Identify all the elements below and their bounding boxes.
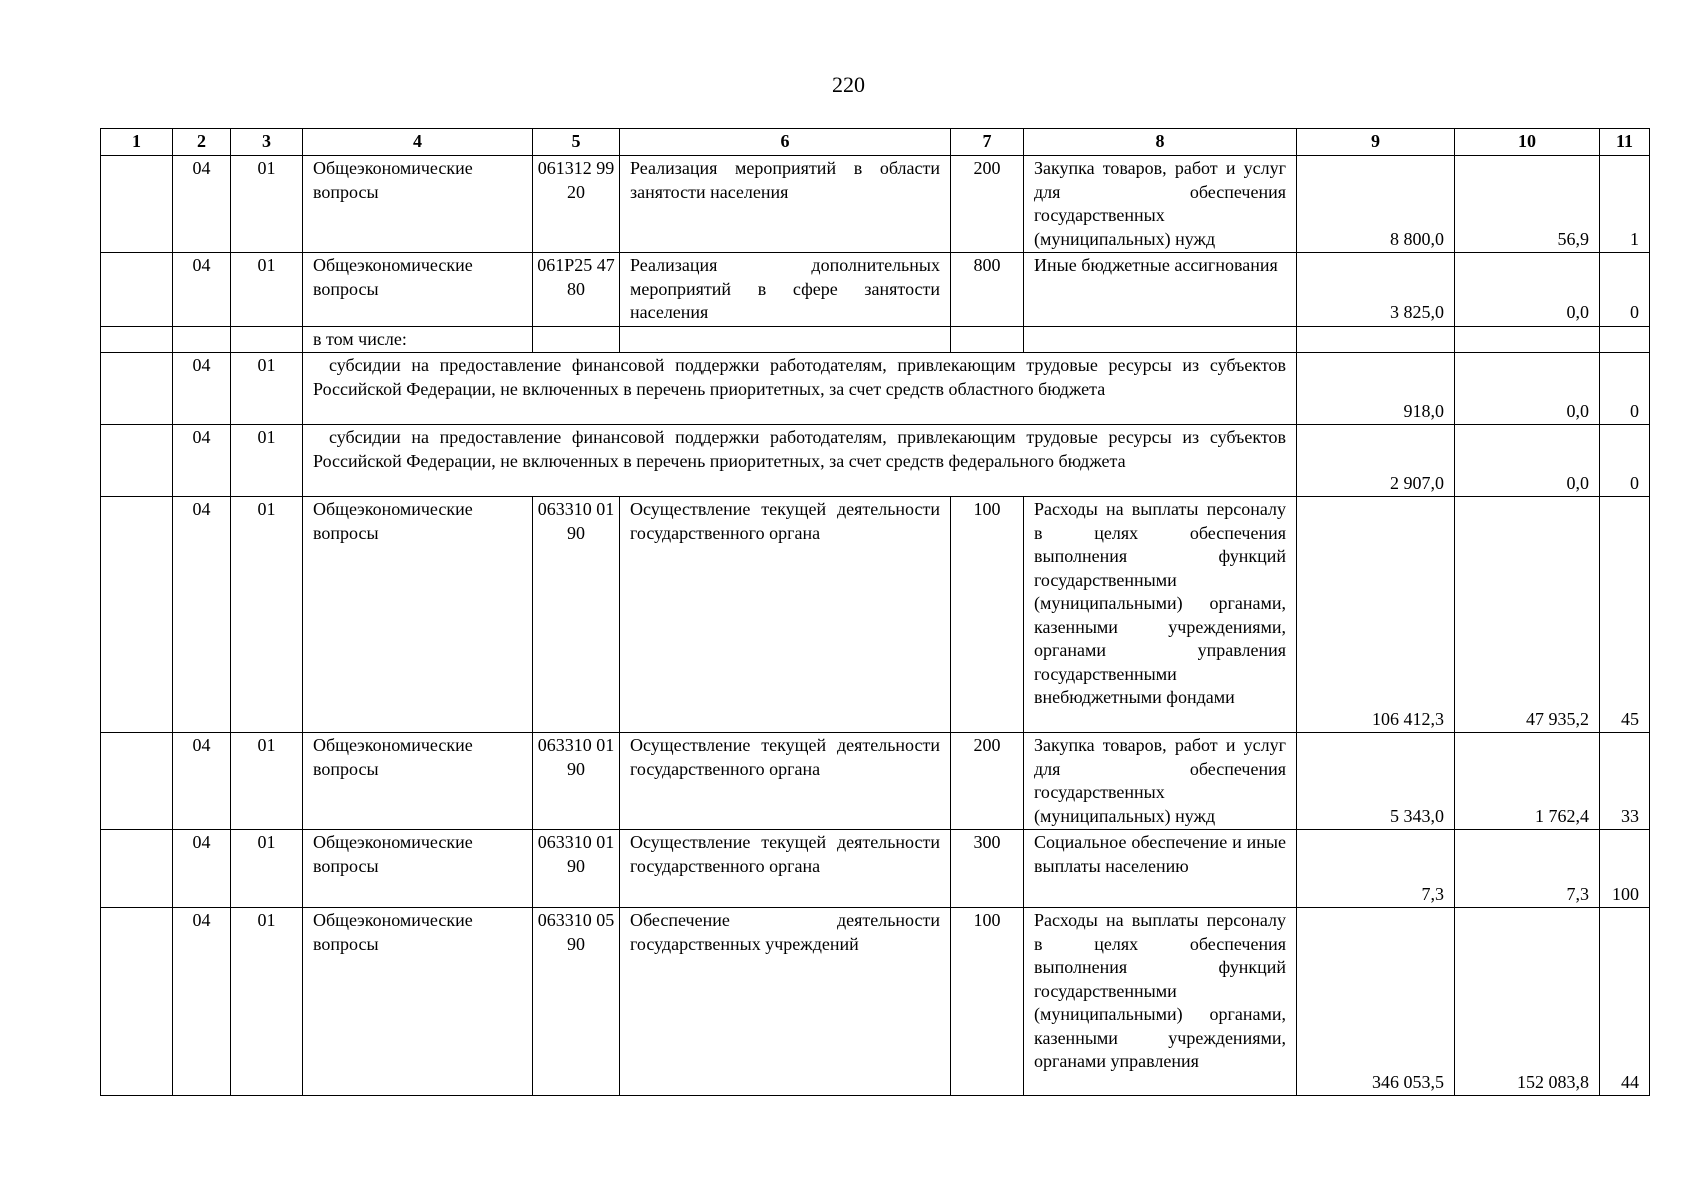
cell-percent: 33 [1600, 733, 1650, 830]
cell-subsection [231, 326, 303, 353]
cell-type-name [1024, 326, 1297, 353]
cell-subsection: 01 [231, 425, 303, 497]
cell-section: 04 [173, 733, 231, 830]
table-row [101, 733, 1650, 830]
cell-type-code: 200 [951, 733, 1024, 830]
cell-name: Общеэкономические вопросы [303, 733, 533, 830]
cell-subsection: 01 [231, 353, 303, 425]
page-number: 220 [832, 72, 865, 97]
header-row [101, 129, 1650, 156]
cell-plan: 346 053,5 [1297, 908, 1455, 1096]
cell-code: 063310 0590 [533, 908, 620, 1096]
col-header: 5 [533, 129, 620, 156]
cell-code [533, 326, 620, 353]
cell [101, 156, 173, 253]
col-header: 1 [101, 129, 173, 156]
cell [101, 253, 173, 327]
cell-type-name: Закупка товаров, работ и услуг для обеспечения государственных (муниципальных) нужд [1024, 733, 1297, 830]
cell-name: Общеэкономические вопросы [303, 253, 533, 327]
cell-plan: 7,3 [1297, 830, 1455, 908]
cell-type-name: Иные бюджетные ассигнования [1024, 253, 1297, 327]
cell-plan [1297, 326, 1455, 353]
cell-type-name: Расходы на выплаты персоналу в целях обеспечения выполнения функций государственными (муниципальными) органами, казенными учреждениями, органами управления государственными внебюджетными фондами [1024, 497, 1297, 733]
cell-percent: 100 [1600, 830, 1650, 908]
cell [101, 908, 173, 1096]
cell-plan: 8 800,0 [1297, 156, 1455, 253]
cell-percent: 0 [1600, 425, 1650, 497]
cell-subsection: 01 [231, 733, 303, 830]
cell-subsection: 01 [231, 497, 303, 733]
cell-actual: 0,0 [1455, 253, 1600, 327]
cell-section: 04 [173, 425, 231, 497]
cell-description: Обеспечение деятельности государственных учреждений [620, 908, 951, 1096]
col-header: 4 [303, 129, 533, 156]
cell-code: 061312 9920 [533, 156, 620, 253]
table-row [101, 253, 1650, 327]
cell-name: Общеэкономические вопросы [303, 497, 533, 733]
cell-type-code [951, 326, 1024, 353]
table-row [101, 830, 1650, 908]
cell-section [173, 326, 231, 353]
cell-type-name: Расходы на выплаты персоналу в целях обеспечения выполнения функций государственными (муниципальными) органами, казенными учреждениями, органами управления [1024, 908, 1297, 1096]
cell-actual: 152 083,8 [1455, 908, 1600, 1096]
cell-code: 063310 0190 [533, 497, 620, 733]
col-header: 11 [1600, 129, 1650, 156]
col-header: 3 [231, 129, 303, 156]
col-header: 10 [1455, 129, 1600, 156]
cell-type-name: Закупка товаров, работ и услуг для обеспечения государственных (муниципальных) нужд [1024, 156, 1297, 253]
cell-name: Общеэкономические вопросы [303, 908, 533, 1096]
cell-percent: 0 [1600, 253, 1650, 327]
cell-subsidy-description: субсидии на предоставление финансовой поддержки работодателям, привлекающим трудовые ресурсы из субъектов Российской Федерации, не включенных в перечень приоритетных, за счет средств федерального бюджета [303, 425, 1297, 497]
cell-type-code: 100 [951, 908, 1024, 1096]
table-row [101, 326, 1650, 353]
cell-actual: 7,3 [1455, 830, 1600, 908]
cell-description: Реализация дополнительных мероприятий в сфере занятости населения [620, 253, 951, 327]
cell-type-code: 200 [951, 156, 1024, 253]
cell-actual: 0,0 [1455, 353, 1600, 425]
cell-type-code: 100 [951, 497, 1024, 733]
cell-name: Общеэкономические вопросы [303, 830, 533, 908]
cell-type-code: 300 [951, 830, 1024, 908]
cell-section: 04 [173, 156, 231, 253]
col-header: 9 [1297, 129, 1455, 156]
cell-plan: 3 825,0 [1297, 253, 1455, 327]
col-header: 6 [620, 129, 951, 156]
table-row [101, 425, 1650, 497]
budget-table [100, 128, 1650, 1096]
cell-name: в том числе: [303, 326, 533, 353]
cell-plan: 918,0 [1297, 353, 1455, 425]
cell [101, 733, 173, 830]
cell-description: Осуществление текущей деятельности государственного органа [620, 497, 951, 733]
cell-section: 04 [173, 830, 231, 908]
cell-code: 063310 0190 [533, 830, 620, 908]
cell-code: 061Р25 4780 [533, 253, 620, 327]
cell-percent: 45 [1600, 497, 1650, 733]
cell-description: Осуществление текущей деятельности государственного органа [620, 733, 951, 830]
cell-actual: 56,9 [1455, 156, 1600, 253]
cell-description [620, 326, 951, 353]
cell-actual: 47 935,2 [1455, 497, 1600, 733]
col-header: 7 [951, 129, 1024, 156]
cell-plan: 5 343,0 [1297, 733, 1455, 830]
cell [101, 497, 173, 733]
cell-plan: 106 412,3 [1297, 497, 1455, 733]
cell-section: 04 [173, 253, 231, 327]
cell-subsection: 01 [231, 156, 303, 253]
cell-section: 04 [173, 497, 231, 733]
table-row [101, 353, 1650, 425]
cell-subsection: 01 [231, 830, 303, 908]
cell-actual [1455, 326, 1600, 353]
cell-subsection: 01 [231, 253, 303, 327]
cell-code: 063310 0190 [533, 733, 620, 830]
cell [101, 830, 173, 908]
cell-section: 04 [173, 353, 231, 425]
cell-type-code: 800 [951, 253, 1024, 327]
cell-actual: 1 762,4 [1455, 733, 1600, 830]
cell-percent: 0 [1600, 353, 1650, 425]
table-row [101, 156, 1650, 253]
cell [101, 326, 173, 353]
col-header: 2 [173, 129, 231, 156]
cell-actual: 0,0 [1455, 425, 1600, 497]
cell-description: Реализация мероприятий в области занятости населения [620, 156, 951, 253]
cell-section: 04 [173, 908, 231, 1096]
cell-name: Общеэкономические вопросы [303, 156, 533, 253]
cell-percent [1600, 326, 1650, 353]
cell-description: Осуществление текущей деятельности государственного органа [620, 830, 951, 908]
cell-subsection: 01 [231, 908, 303, 1096]
cell-percent: 44 [1600, 908, 1650, 1096]
cell-plan: 2 907,0 [1297, 425, 1455, 497]
cell [101, 353, 173, 425]
cell-percent: 1 [1600, 156, 1650, 253]
table-row [101, 497, 1650, 733]
cell-type-name: Социальное обеспечение и иные выплаты населению [1024, 830, 1297, 908]
cell [101, 425, 173, 497]
cell-subsidy-description: субсидии на предоставление финансовой поддержки работодателям, привлекающим трудовые ресурсы из субъектов Российской Федерации, не включенных в перечень приоритетных, за счет средств областного бюджета [303, 353, 1297, 425]
col-header: 8 [1024, 129, 1297, 156]
table-row [101, 908, 1650, 1096]
